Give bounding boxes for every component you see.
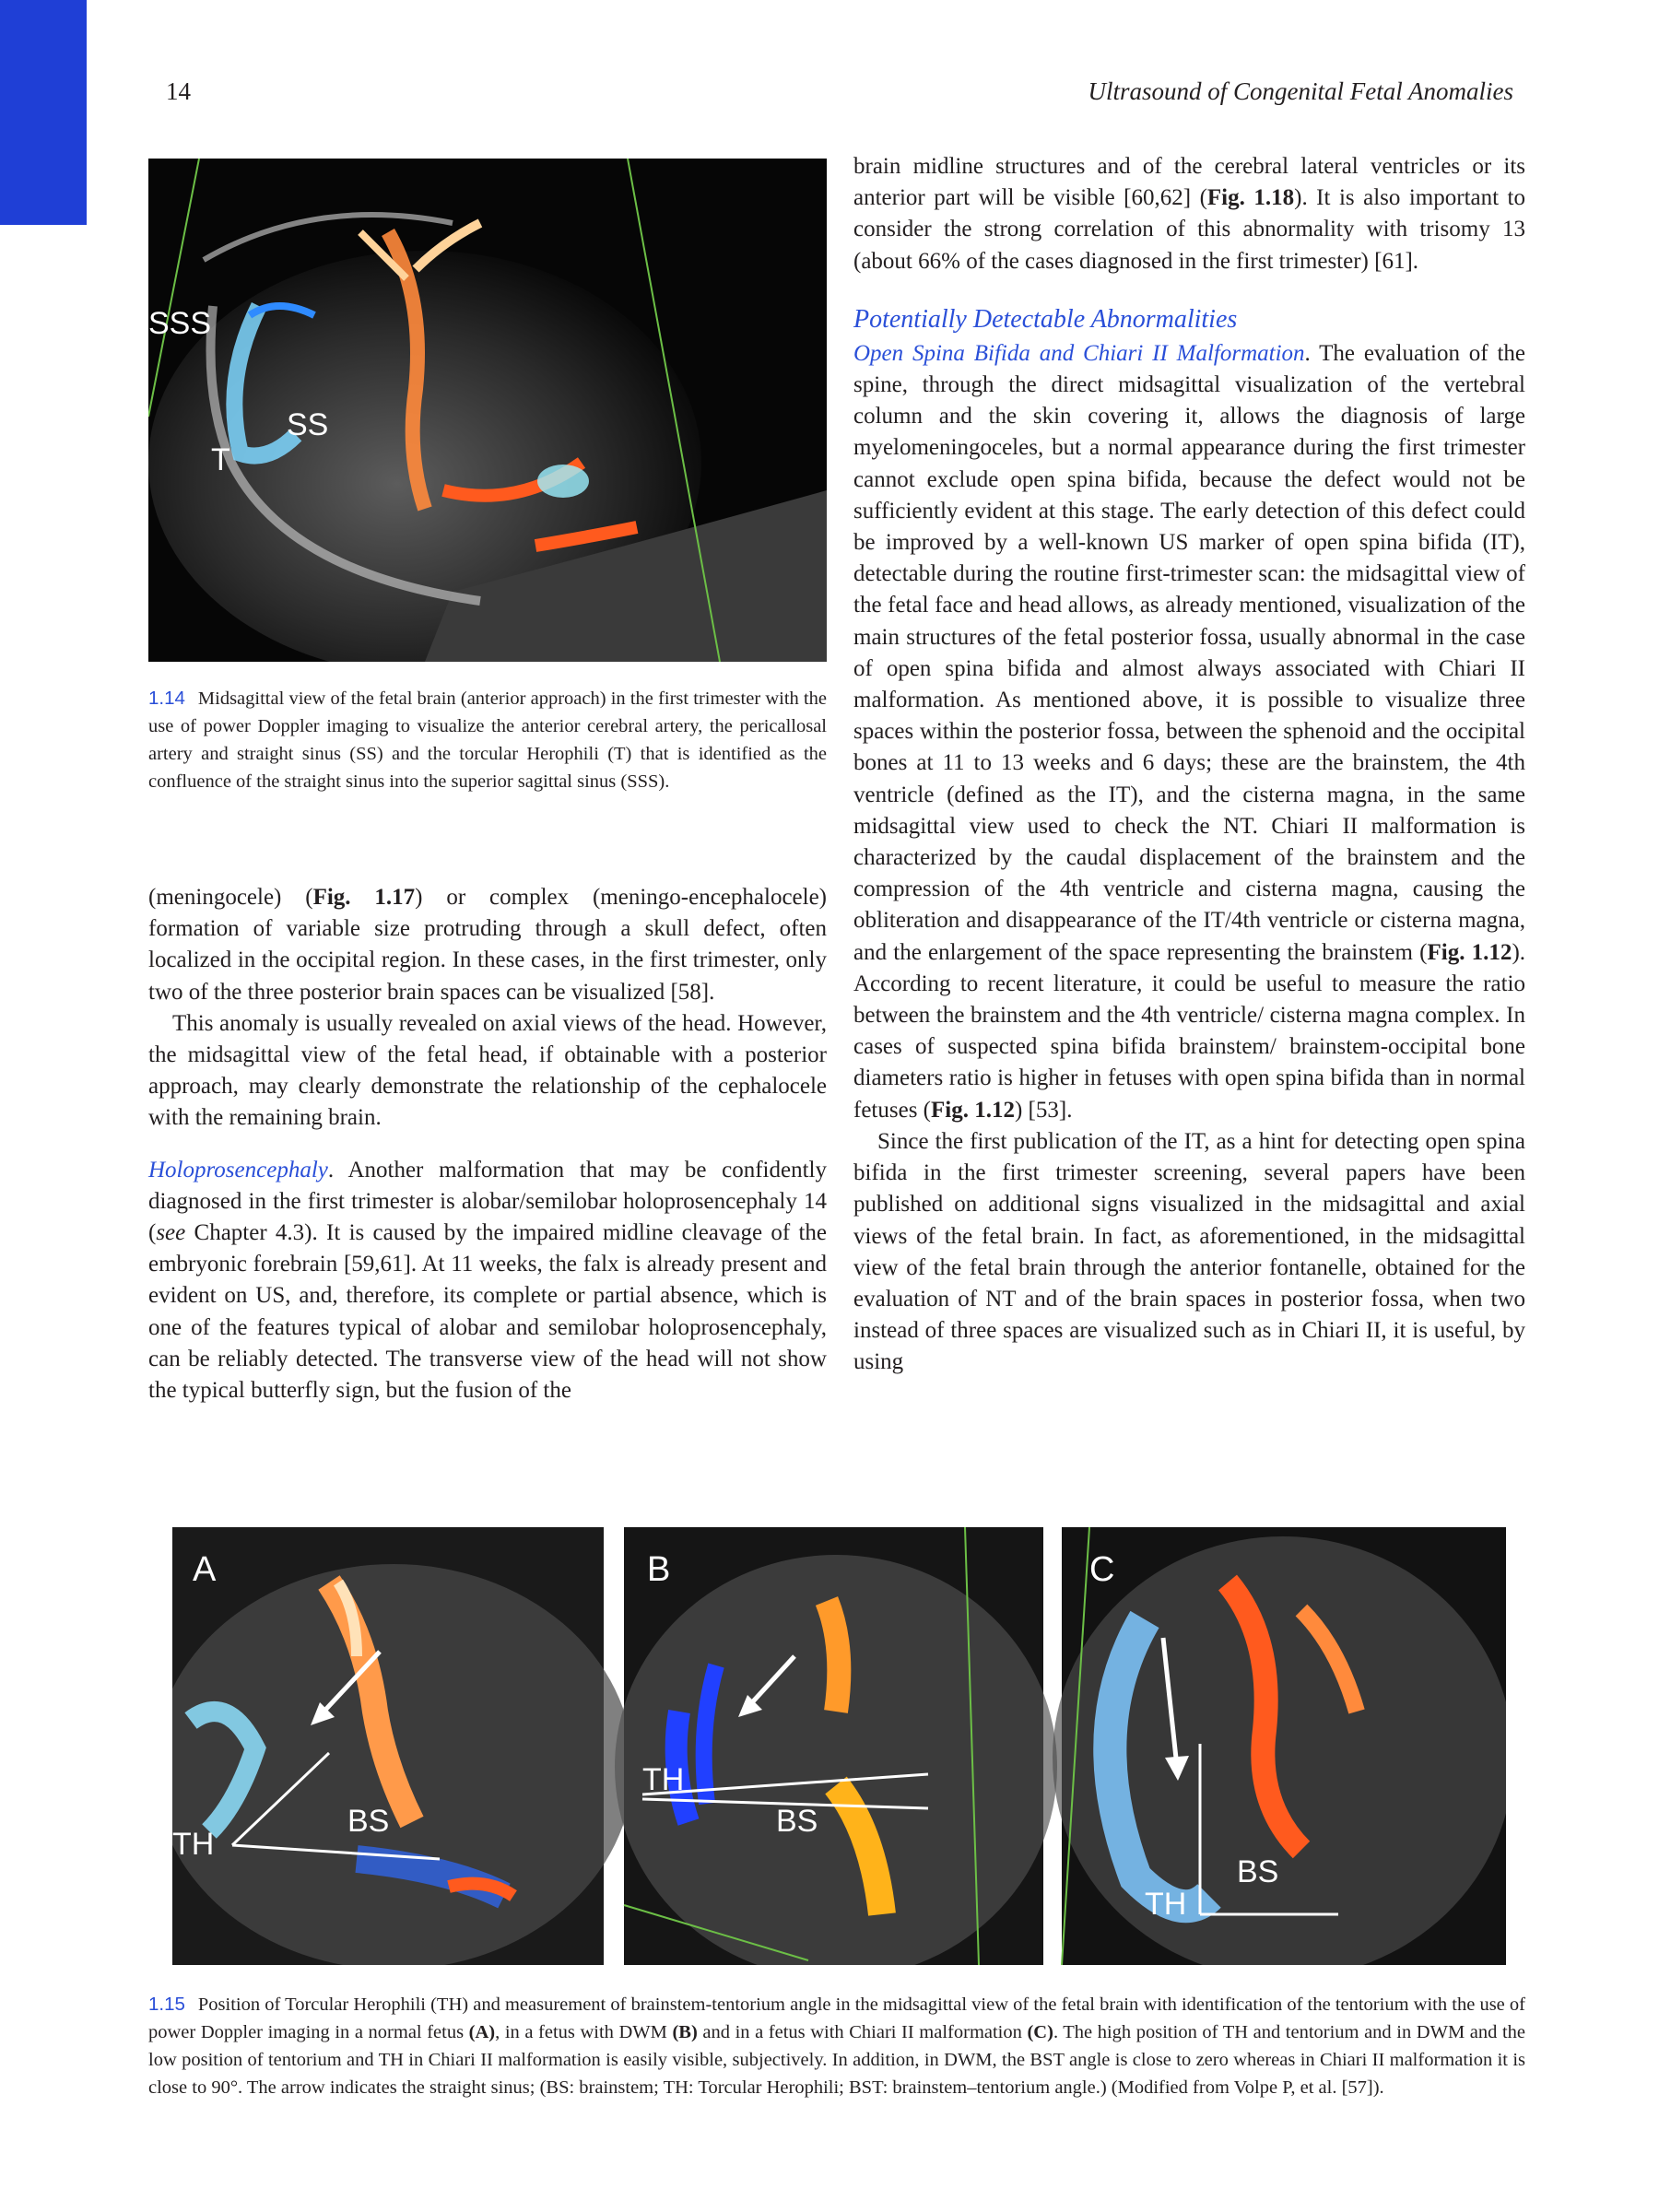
chapter-color-tab xyxy=(0,0,87,225)
figure-number: 1.15 xyxy=(148,1994,185,2015)
figure-1-14-image xyxy=(148,159,827,662)
caption-text: and in a fetus with Chiari II malformation xyxy=(697,2022,1028,2042)
figure-ref-link[interactable]: Fig. 1.12 xyxy=(1427,939,1512,965)
text-run: ) [53]. xyxy=(1014,1097,1073,1123)
panel-a-letter: A xyxy=(193,1550,217,1589)
left-column xyxy=(148,882,827,1406)
running-title: Ultrasound of Congenital Fetal Anomalies xyxy=(1088,77,1513,105)
paragraph xyxy=(853,338,1525,1126)
panel-c-letter: C xyxy=(1089,1550,1115,1589)
paragraph xyxy=(148,882,827,1008)
panel-b-bs-label: BS xyxy=(776,1804,818,1839)
caption-text: . The high position of TH and tentorium and in DWM and the low position of tentorium and TH in Chiari II malformation is easily visible, subjectively. In addition, in DWM, the BST angle is close to zero whereas in Chiari II malformation it is close to 90°. The arrow indicates the straight sinus; (BS: brainstem; TH: Torcular Herophili; BST: brainstem–tentorium angle.) (Modified from Volpe P, et al. [57]). xyxy=(148,2022,1525,2098)
panel-c-bs-label: BS xyxy=(1237,1854,1279,1889)
figure-1-14-caption xyxy=(148,685,827,795)
text-run: ) or complex (meningo-encephalocele) formation of variable size protruding through a skull defect, often localized in the occipital region. In these cases, in the first trimester, only two of the three posterior brain spaces can be visualized [58]. xyxy=(148,885,828,1005)
figure-1-15-image xyxy=(172,1527,1506,1965)
text-run: . Another malformation that may be confidently diagnosed in the first trimester is alobar/semilobar holoprosencephaly 14 ( xyxy=(148,1157,827,1246)
caption-text: (C) xyxy=(1027,2022,1053,2042)
caption-text: (B) xyxy=(672,2022,698,2042)
text-run: ). According to recent literature, it could be useful to measure the ratio between the brainstem and the 4th ventricle/ cisterna magna complex. In cases of suspected spina bifida brainstem/ brainstem-occipital bone diameters ratio is higher in fetuses with open spina bifida than in normal fetuses ( xyxy=(853,939,1526,1123)
caption-text: (A) xyxy=(468,2022,496,2042)
label-ss: SS xyxy=(287,407,329,442)
panel-c xyxy=(1053,1527,1506,1965)
page-number: 14 xyxy=(166,77,191,105)
caption-text: Midsagittal view of the fetal brain (anterior approach) in the first trimester with the use of power Doppler imaging to visualize the anterior cerebral artery, the pericallosal artery and straight sinus (SS) and the torcular Herophili (T) that is identified as the confluence of the straight sinus into the superior sagittal sinus (SSS). xyxy=(148,688,827,792)
figure-ref-link[interactable]: Fig. 1.17 xyxy=(312,885,416,910)
paragraph: Since the first publication of the IT, as a hint for detecting open spina bifida in the first trimester screening, several papers have been published on additional signs visualized in the midsagittal and axial views of the fetal brain. In fact, as aforementioned, in the midsagittal view of the fetal brain through the anterior fontanelle, obtained for the evaluation of NT and of the brain spaces in posterior fossa, when two instead of three spaces are visualized such as in Chiari II, it is useful, by using xyxy=(853,1128,1525,1375)
label-t: T xyxy=(211,442,230,477)
paragraph xyxy=(148,1155,827,1407)
figure-ref-link[interactable]: Fig. 1.18 xyxy=(1206,185,1295,211)
caption-text: , in a fetus with DWM xyxy=(495,2022,673,2042)
panel-a-th-label: TH xyxy=(172,1827,215,1862)
panel-b-th-label: TH xyxy=(642,1762,685,1797)
text-run: (meningocele) ( xyxy=(148,885,313,910)
right-column xyxy=(853,151,1525,1379)
paragraph xyxy=(853,151,1525,277)
panel-c-th-label: TH xyxy=(1145,1887,1187,1922)
figure-number: 1.14 xyxy=(148,688,185,709)
paragraph: This anomaly is usually revealed on axial views of the head. However, the midsagittal view of the fetal head, if obtainable with a posterior approach, may clearly demonstrate the relationship of the cephalocele with the remaining brain. xyxy=(148,1010,827,1131)
panel-b xyxy=(615,1527,1057,1965)
text-run: Chapter 4.3). It is caused by the impaired midline cleavage of the embryonic forebrain [59,61]. At 11 weeks, the falx is already present and evident on US, and, therefore, its complete or partial absence, which is one of the features typical of alobar and semilobar holoprosencephaly, can be reliably detected. The transverse view of the head will not show the typical butterfly sign, but the fusion of the xyxy=(148,1220,827,1404)
text-run: ). It is also important to consider the strong correlation of this abnormality with trisomy 13 (about 66% of the cases diagnosed in the first trimester) [61]. xyxy=(853,185,1526,274)
caption-text: Position of Torcular Herophili (TH) and measurement of brainstem-tentorium angle in the midsagittal view of the fetal brain with identification of the tentorium with the use of power Doppler imaging in a normal fetus xyxy=(148,1994,1525,2042)
figure-ref-link[interactable]: Fig. 1.12 xyxy=(931,1097,1015,1123)
panel-a-bs-label: BS xyxy=(347,1804,390,1839)
figure-1-15-caption xyxy=(148,1991,1525,2101)
panel-b-letter: B xyxy=(647,1550,671,1589)
label-sss: SSS xyxy=(148,306,212,341)
panel-a xyxy=(172,1527,633,1965)
run-in-heading: Holoprosencephaly xyxy=(148,1157,328,1182)
text-run: . The evaluation of the spine, through the direct midsagittal visualization of the vertebral column and the skin covering it, allows the diagnosis of large myelomeningoceles, but a normal appearance during the first trimester cannot exclude open spina bifida, because the defect would not be sufficiently evident at this stage. The early detection of this defect could be improved by a well-known US marker of open spina bifida (IT), detectable during the routine first-trimester scan: the midsagittal view of the fetal face and head allows, as already mentioned, visualization of the main structures of the fetal posterior fossa, usually abnormal in the case of open spina bifida and almost always associated with Chiari II malformation. As mentioned above, it is possible to visualize three spaces within the posterior fossa, between the sphenoid and the occipital bones at 11 to 13 weeks and 6 days; these are the brainstem, the 4th ventricle (defined as the IT), and the cisterna magna, in the same midsagittal view used to check the NT. Chiari II malformation is characterized by the caudal displacement of the brainstem and the compression of the 4th ventricle and cisterna magna, causing the obliteration and disappearance of the IT/4th ventricle or cisterna magna, and the enlargement of the space representing the brainstem ( xyxy=(853,340,1525,965)
text-run: see xyxy=(156,1220,186,1246)
run-in-heading: Open Spina Bifida and Chiari II Malformation xyxy=(853,340,1305,366)
text-run: brain midline structures and of the cerebral lateral ventricles or its anterior part will be visible [60,62] ( xyxy=(853,154,1525,211)
section-heading: Potentially Detectable Abnormalities xyxy=(853,304,1238,334)
